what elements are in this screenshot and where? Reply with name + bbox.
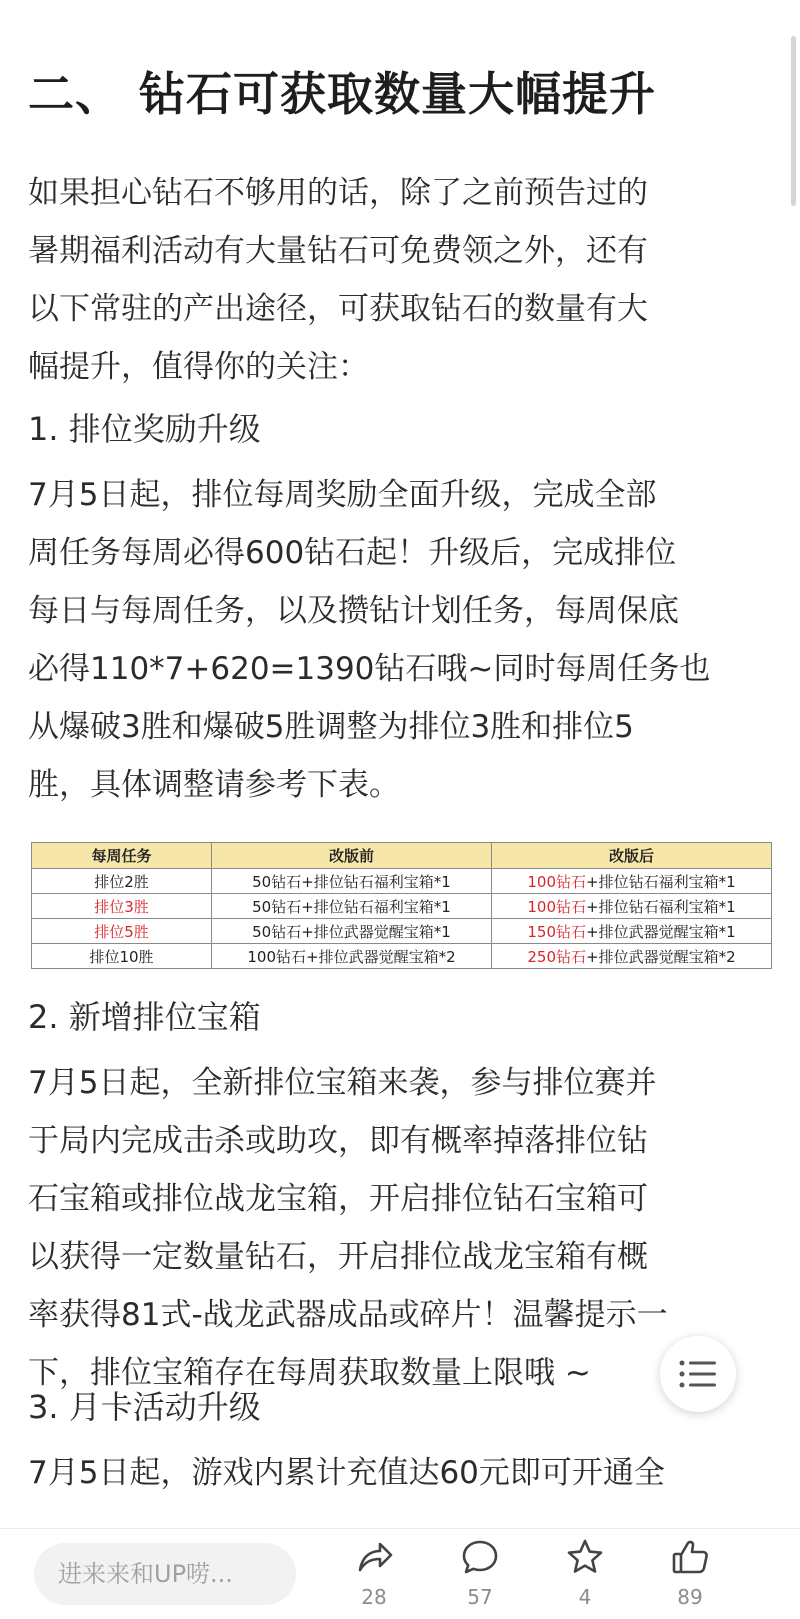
text-line: 7月5日起，游戏内累计充值达60元即可开通全 <box>28 1455 665 1491</box>
after-highlight: 250钻石 <box>527 947 586 966</box>
section1-paragraph <box>28 466 778 814</box>
before-cell: 50钻石+排位钻石福利宝箱*1 <box>212 869 492 894</box>
text-line: 石宝箱或排位战龙宝箱，开启排位钻石宝箱可 <box>28 1181 648 1217</box>
text-line: 下，排位宝箱存在每周获取数量上限哦 ~ <box>28 1355 591 1391</box>
after-cell <box>492 869 772 894</box>
text-line: 如果担心钻石不够用的话，除了之前预告过的 <box>28 175 648 211</box>
share-button[interactable] <box>334 1537 414 1615</box>
section2-paragraph <box>28 1054 778 1402</box>
before-cell: 50钻石+排位武器觉醒宝箱*1 <box>212 919 492 944</box>
section3-paragraph <box>28 1444 778 1502</box>
before-cell: 100钻石+排位武器觉醒宝箱*2 <box>212 944 492 969</box>
star-icon <box>565 1537 605 1577</box>
table-row <box>32 944 772 969</box>
menu-button[interactable] <box>660 1336 736 1412</box>
table-header-before: 改版前 <box>212 843 492 869</box>
section3-title: 3. 月卡活动升级 <box>28 1388 261 1426</box>
task-cell: 排位10胜 <box>32 944 212 969</box>
task-cell: 排位5胜 <box>32 919 212 944</box>
comment-count: 57 <box>467 1585 493 1609</box>
like-button[interactable] <box>650 1537 730 1615</box>
text-line: 暑期福利活动有大量钻石可免费领之外，还有 <box>28 233 648 269</box>
after-cell <box>492 944 772 969</box>
after-cell <box>492 894 772 919</box>
after-highlight: 100钻石 <box>527 897 586 916</box>
after-highlight: 100钻石 <box>527 872 586 891</box>
reward-table <box>31 842 772 969</box>
section1-title: 1. 排位奖励升级 <box>28 410 261 448</box>
table-row <box>32 894 772 919</box>
before-cell: 50钻石+排位钻石福利宝箱*1 <box>212 894 492 919</box>
bottom-action-bar <box>0 1528 800 1619</box>
section-heading: 二、 钻石可获取数量大幅提升 <box>28 67 657 121</box>
after-highlight: 150钻石 <box>527 922 586 941</box>
after-rest: +排位武器觉醒宝箱*1 <box>586 922 736 941</box>
list-menu-icon <box>678 1359 718 1389</box>
share-count: 28 <box>361 1585 387 1609</box>
text-line: 从爆破3胜和爆破5胜调整为排位3胜和排位5 <box>28 709 634 745</box>
text-line: 必得110*7+620=1390钻石哦~同时每周任务也 <box>28 651 711 687</box>
text-line: 7月5日起，排位每周奖励全面升级，完成全部 <box>28 477 657 513</box>
after-cell <box>492 919 772 944</box>
task-cell: 排位2胜 <box>32 869 212 894</box>
table-header-task: 每周任务 <box>32 843 212 869</box>
text-line: 周任务每周必得600钻石起！升级后，完成排位 <box>28 535 677 571</box>
text-line: 胜，具体调整请参考下表。 <box>28 767 400 803</box>
after-rest: +排位钻石福利宝箱*1 <box>586 872 736 891</box>
text-line: 于局内完成击杀或助攻，即有概率掉落排位钻 <box>28 1123 648 1159</box>
table-row <box>32 919 772 944</box>
intro-paragraph <box>28 164 778 396</box>
table-row <box>32 869 772 894</box>
text-line: 以下常驻的产出途径，可获取钻石的数量有大 <box>28 291 648 327</box>
task-cell: 排位3胜 <box>32 894 212 919</box>
thumbs-up-icon <box>670 1537 710 1577</box>
share-icon <box>354 1537 394 1577</box>
like-count: 89 <box>677 1585 703 1609</box>
favorite-button[interactable] <box>545 1537 625 1615</box>
table-header-row <box>32 843 772 869</box>
text-line: 幅提升，值得你的关注： <box>28 349 369 385</box>
after-rest: +排位钻石福利宝箱*1 <box>586 897 736 916</box>
comment-button[interactable] <box>440 1537 520 1615</box>
scrollbar[interactable] <box>791 36 796 206</box>
table-header-after: 改版后 <box>492 843 772 869</box>
comment-icon <box>460 1537 500 1577</box>
favorite-count: 4 <box>578 1585 592 1609</box>
after-rest: +排位武器觉醒宝箱*2 <box>586 947 736 966</box>
text-line: 每日与每周任务，以及攒钻计划任务，每周保底 <box>28 593 679 629</box>
text-line: 率获得81式-战龙武器成品或碎片！温馨提示一 <box>28 1297 668 1333</box>
comment-input[interactable]: 进来来和UP唠... <box>34 1543 296 1605</box>
text-line: 7月5日起，全新排位宝箱来袭，参与排位赛并 <box>28 1065 657 1101</box>
section2-title: 2. 新增排位宝箱 <box>28 998 261 1036</box>
text-line: 以获得一定数量钻石，开启排位战龙宝箱有概 <box>28 1239 648 1275</box>
